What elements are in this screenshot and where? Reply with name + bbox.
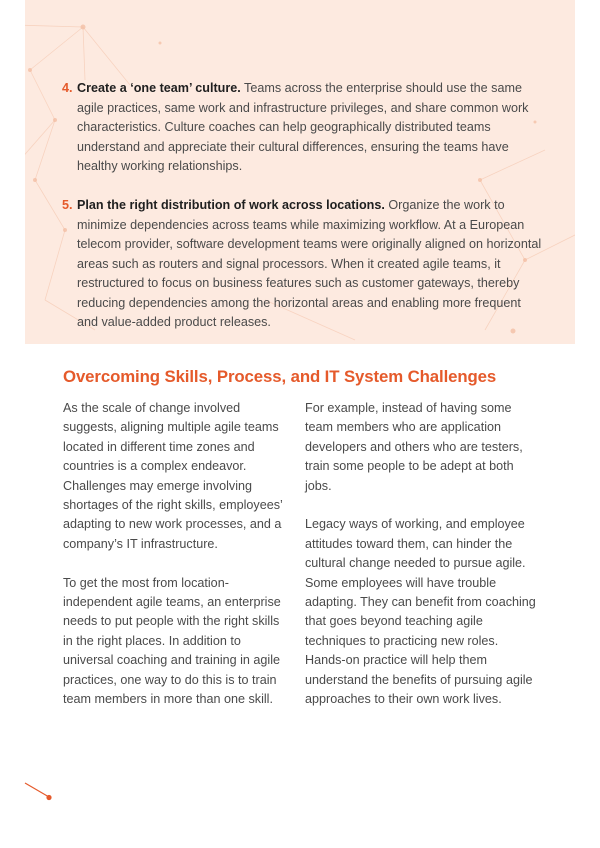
network-node-line-icon (0, 760, 70, 810)
paragraph: To get the most from location-independent agile teams, an enterprise needs to put people with the right skills in the right places. In addition to universal coaching and training in agile practices, one way to do this is to train team members in more than one skill. (63, 575, 281, 707)
callout-box (25, 0, 575, 344)
paragraph: Legacy ways of working, and employee attitudes toward them, can hinder the cultural change needed to pursue agile. Some employees will have trouble adapting. They can benefit from coaching that goes beyond teaching agile techniques to practicing new roles. Hands-on practice will help them understand the benefits of pursuing agile approaches to their own work lives. (305, 517, 536, 707)
list-item (62, 79, 542, 177)
left-column (63, 399, 288, 729)
item-text: Organize the work to minimize dependencies across teams while maximizing workflow. At a European telecom provider, software development teams were originally aligned on horizontal areas such as routers and signal processors. When it created agile teams, it restructured to focus on business features such as customer gateways, thereby reducing dependencies among the horizontal areas and enabling more frequent and value-added product releases. (77, 198, 542, 329)
list-item (62, 196, 542, 333)
section-heading: Overcoming Skills, Process, and IT System Challenges (63, 367, 497, 386)
item-text: Teams across the enterprise should use the same agile practices, same work and infrastructure privileges, and share common work characteristics. Culture coaches can help geographically distributed teams understand and appreciate their cultural differences, ensuring the teams have healthy working relationships. (77, 81, 529, 173)
paragraph: As the scale of change involved suggests, aligning multiple agile teams located in different time zones and countries is a complex endeavor. Challenges may emerge involving shortages of the right skills, employees’ adapting to new work processes, and a company’s IT infrastructure. (63, 401, 283, 551)
item-title: Plan the right distribution of work across locations. (77, 198, 385, 212)
paragraph: For example, instead of having some team members who are application developers and others who are testers, train some people to be adept at both jobs. (305, 401, 523, 493)
list-number: 4. (62, 81, 73, 95)
list-number: 5. (62, 198, 73, 212)
right-column (305, 399, 537, 729)
item-title: Create a ‘one team’ culture. (77, 81, 241, 95)
